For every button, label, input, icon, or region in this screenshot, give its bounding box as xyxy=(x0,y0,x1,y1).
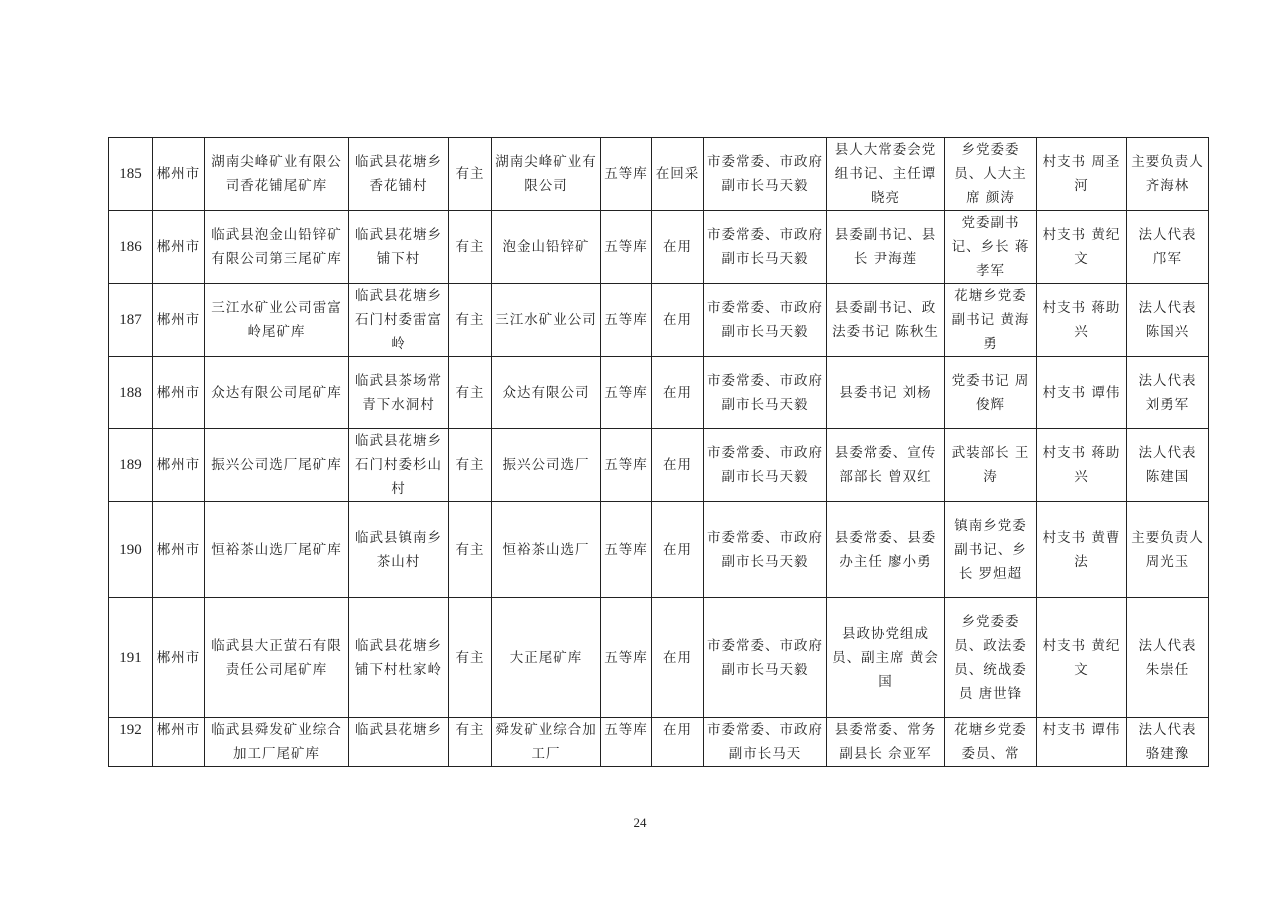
cell-grade: 五等库 xyxy=(601,718,652,767)
table-row xyxy=(109,718,1209,767)
cell-city: 郴州市 xyxy=(153,429,205,502)
cell-company: 湖南尖峰矿业有限公司 xyxy=(492,138,601,211)
cell-state: 在用 xyxy=(652,502,704,598)
cell-name: 恒裕茶山选厂尾矿库 xyxy=(205,502,349,598)
cell-location: 临武县花塘乡香花铺村 xyxy=(349,138,449,211)
table-row xyxy=(109,502,1209,598)
cell-company: 众达有限公司 xyxy=(492,357,601,429)
cell-city-leader: 市委常委、市政府副市长马天毅 xyxy=(704,502,827,598)
cell-grade: 五等库 xyxy=(601,502,652,598)
cell-enterprise-leader: 法人代表 朱崇任 xyxy=(1127,598,1209,718)
cell-location: 临武县花塘乡 xyxy=(349,718,449,767)
cell-company: 恒裕茶山选厂 xyxy=(492,502,601,598)
cell-town-leader: 镇南乡党委副书记、乡长 罗炟超 xyxy=(945,502,1037,598)
cell-company: 舜发矿业综合加工厂 xyxy=(492,718,601,767)
cell-state: 在用 xyxy=(652,429,704,502)
cell-village-leader: 村支书 黄纪文 xyxy=(1037,598,1127,718)
cell-owner-status: 有主 xyxy=(449,502,492,598)
cell-town-leader: 花塘乡党委委员、常 xyxy=(945,718,1037,767)
cell-city: 郴州市 xyxy=(153,718,205,767)
cell-county-leader: 县政协党组成员、副主席 黄会国 xyxy=(827,598,945,718)
cell-city-leader: 市委常委、市政府副市长马天毅 xyxy=(704,598,827,718)
cell-owner-status: 有主 xyxy=(449,138,492,211)
cell-city: 郴州市 xyxy=(153,598,205,718)
cell-town-leader: 武装部长 王涛 xyxy=(945,429,1037,502)
cell-no: 192 xyxy=(109,718,153,767)
cell-county-leader: 县委副书记、政法委书记 陈秋生 xyxy=(827,284,945,357)
cell-village-leader: 村支书 黄曹法 xyxy=(1037,502,1127,598)
cell-no: 188 xyxy=(109,357,153,429)
cell-village-leader: 村支书 黄纪文 xyxy=(1037,211,1127,284)
cell-county-leader: 县委书记 刘杨 xyxy=(827,357,945,429)
cell-city-leader: 市委常委、市政府副市长马天 xyxy=(704,718,827,767)
cell-no: 187 xyxy=(109,284,153,357)
cell-no: 185 xyxy=(109,138,153,211)
cell-town-leader: 党委书记 周俊辉 xyxy=(945,357,1037,429)
cell-county-leader: 县委常委、常务副县长 佘亚军 xyxy=(827,718,945,767)
cell-grade: 五等库 xyxy=(601,138,652,211)
table-row xyxy=(109,357,1209,429)
cell-county-leader: 县人大常委会党组书记、主任谭晓亮 xyxy=(827,138,945,211)
cell-name: 湖南尖峰矿业有限公司香花铺尾矿库 xyxy=(205,138,349,211)
cell-county-leader: 县委常委、宣传部部长 曾双红 xyxy=(827,429,945,502)
cell-enterprise-leader: 法人代表 陈建国 xyxy=(1127,429,1209,502)
cell-name: 振兴公司选厂尾矿库 xyxy=(205,429,349,502)
table-row xyxy=(109,598,1209,718)
cell-city: 郴州市 xyxy=(153,284,205,357)
cell-no: 189 xyxy=(109,429,153,502)
cell-state: 在用 xyxy=(652,357,704,429)
tailings-pond-table xyxy=(108,137,1209,767)
cell-village-leader: 村支书 周圣河 xyxy=(1037,138,1127,211)
cell-grade: 五等库 xyxy=(601,598,652,718)
cell-grade: 五等库 xyxy=(601,284,652,357)
cell-owner-status: 有主 xyxy=(449,211,492,284)
cell-name: 众达有限公司尾矿库 xyxy=(205,357,349,429)
cell-grade: 五等库 xyxy=(601,429,652,502)
cell-name: 临武县舜发矿业综合加工厂尾矿库 xyxy=(205,718,349,767)
cell-owner-status: 有主 xyxy=(449,429,492,502)
cell-location: 临武县花塘乡石门村委杉山村 xyxy=(349,429,449,502)
cell-village-leader: 村支书 谭伟 xyxy=(1037,357,1127,429)
cell-state: 在用 xyxy=(652,598,704,718)
cell-owner-status: 有主 xyxy=(449,357,492,429)
table-row xyxy=(109,429,1209,502)
cell-city-leader: 市委常委、市政府副市长马天毅 xyxy=(704,357,827,429)
cell-owner-status: 有主 xyxy=(449,598,492,718)
cell-city-leader: 市委常委、市政府副市长马天毅 xyxy=(704,284,827,357)
cell-city: 郴州市 xyxy=(153,502,205,598)
cell-company: 大正尾矿库 xyxy=(492,598,601,718)
cell-state: 在用 xyxy=(652,718,704,767)
cell-enterprise-leader: 主要负责人 齐海林 xyxy=(1127,138,1209,211)
cell-no: 191 xyxy=(109,598,153,718)
cell-city: 郴州市 xyxy=(153,357,205,429)
cell-town-leader: 乡党委委员、人大主席 颜涛 xyxy=(945,138,1037,211)
cell-company: 振兴公司选厂 xyxy=(492,429,601,502)
cell-name: 临武县泡金山铅锌矿有限公司第三尾矿库 xyxy=(205,211,349,284)
cell-location: 临武县镇南乡茶山村 xyxy=(349,502,449,598)
cell-village-leader: 村支书 谭伟 xyxy=(1037,718,1127,767)
cell-enterprise-leader: 主要负责人 周光玉 xyxy=(1127,502,1209,598)
cell-company: 三江水矿业公司 xyxy=(492,284,601,357)
cell-enterprise-leader: 法人代表 陈国兴 xyxy=(1127,284,1209,357)
cell-county-leader: 县委常委、县委办主任 廖小勇 xyxy=(827,502,945,598)
cell-village-leader: 村支书 蒋助兴 xyxy=(1037,284,1127,357)
cell-no: 186 xyxy=(109,211,153,284)
cell-location: 临武县花塘乡石门村委雷富岭 xyxy=(349,284,449,357)
cell-town-leader: 乡党委委员、政法委员、统战委员 唐世锋 xyxy=(945,598,1037,718)
cell-state: 在用 xyxy=(652,211,704,284)
cell-city: 郴州市 xyxy=(153,211,205,284)
table-row xyxy=(109,211,1209,284)
cell-village-leader: 村支书 蒋助兴 xyxy=(1037,429,1127,502)
cell-location: 临武县茶场常青下水洞村 xyxy=(349,357,449,429)
cell-city: 郴州市 xyxy=(153,138,205,211)
cell-name: 三江水矿业公司雷富岭尾矿库 xyxy=(205,284,349,357)
cell-town-leader: 党委副书记、乡长 蒋孝军 xyxy=(945,211,1037,284)
table-row xyxy=(109,138,1209,211)
cell-grade: 五等库 xyxy=(601,357,652,429)
cell-owner-status: 有主 xyxy=(449,718,492,767)
cell-state: 在回采 xyxy=(652,138,704,211)
cell-town-leader: 花塘乡党委副书记 黄海勇 xyxy=(945,284,1037,357)
page-number: 24 xyxy=(633,815,647,830)
cell-company: 泡金山铅锌矿 xyxy=(492,211,601,284)
cell-enterprise-leader: 法人代表 刘勇军 xyxy=(1127,357,1209,429)
cell-location: 临武县花塘乡铺下村杜家岭 xyxy=(349,598,449,718)
cell-city-leader: 市委常委、市政府副市长马天毅 xyxy=(704,138,827,211)
cell-enterprise-leader: 法人代表 骆建豫 xyxy=(1127,718,1209,767)
cell-no: 190 xyxy=(109,502,153,598)
cell-state: 在用 xyxy=(652,284,704,357)
cell-location: 临武县花塘乡铺下村 xyxy=(349,211,449,284)
cell-city-leader: 市委常委、市政府副市长马天毅 xyxy=(704,429,827,502)
cell-city-leader: 市委常委、市政府副市长马天毅 xyxy=(704,211,827,284)
table-row xyxy=(109,284,1209,357)
cell-owner-status: 有主 xyxy=(449,284,492,357)
cell-enterprise-leader: 法人代表 邝军 xyxy=(1127,211,1209,284)
cell-grade: 五等库 xyxy=(601,211,652,284)
cell-county-leader: 县委副书记、县长 尹海莲 xyxy=(827,211,945,284)
cell-name: 临武县大正萤石有限责任公司尾矿库 xyxy=(205,598,349,718)
